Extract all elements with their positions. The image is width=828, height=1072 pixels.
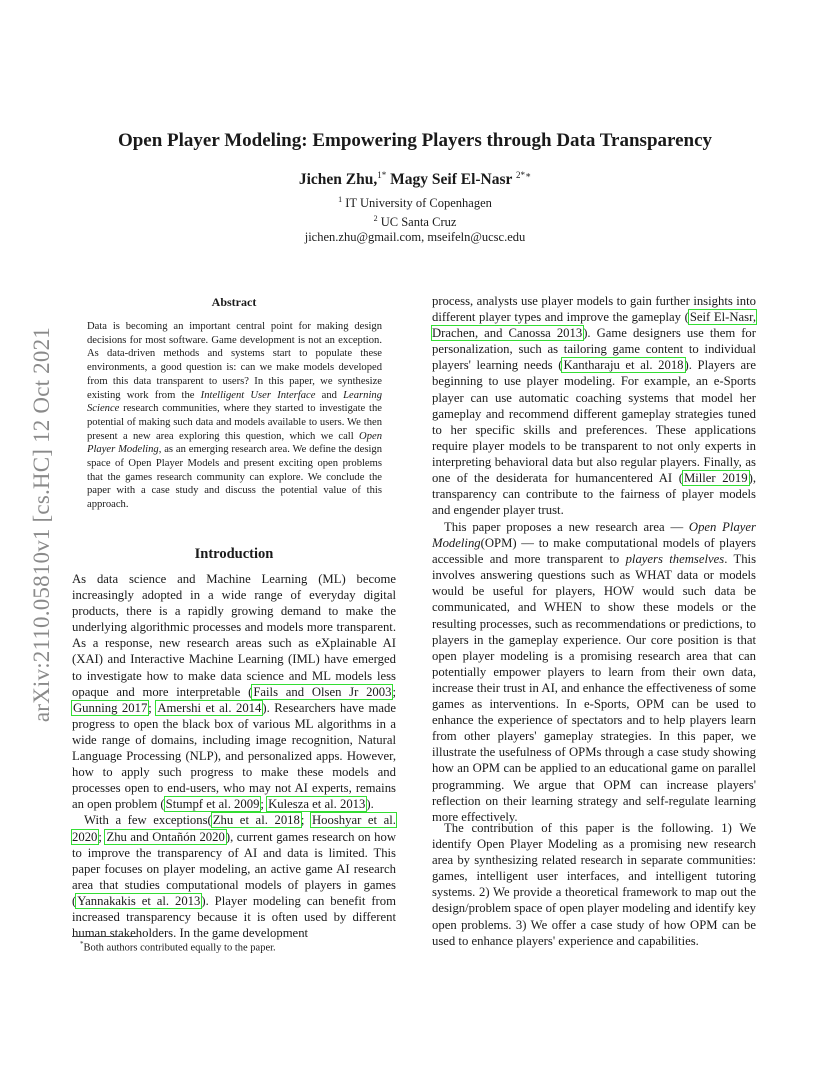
paragraph-text: As data science and Machine Learning (ML) become increasingly adopted in a wide range of everyday digital products, there is a rapidly growing demand to make the underlying algorithmic processes and models more transparent. As a response, new research areas such as eXplainable AI (XAI) and Interactive Machine Learning (IML) have emerged to investigate how to make data science and ML models less opaque and more interpretable ( [72,572,396,699]
author-2: Magy Seif El-Nasr [390,171,513,189]
citation-link[interactable]: Yannakakis et al. 2013 [77,893,201,908]
intro-paragraph-1 [72,571,396,812]
paragraph-text: ). Game designers use them for personalization, such as tailoring game content to individual players' learning needs ( [432,326,757,373]
footnote-marker: * [80,940,84,948]
citation-link[interactable]: Kantharaju et al. 2018 [563,358,684,373]
footnote [80,940,276,954]
citation-link[interactable]: Seif El-Nasr, Drachen, and Canossa 2013 [432,310,756,341]
citation-link[interactable]: Zhu and Ontañón 2020 [106,829,225,844]
paragraph-emphasis: players themselves [625,552,725,567]
affiliation-1-marker: 1 [338,195,343,204]
citation-link[interactable]: Miller 2019 [683,471,748,486]
paragraph-text: With a few exceptions( [84,813,212,828]
affiliations [80,192,750,245]
citation-separator: ; [300,813,311,828]
footnote-rule [72,936,138,937]
paragraph-text: . This involves answering questions such as WHAT data or models would be useful for players, HOW would such data be communicated, and WHEN to show these models or the resulting processes, such as recommendations or predictions, to players in the gameplay experience. Our core position is that open player modeling is a promising research area that can potentially empower players to learn from their own data, increase their trust in AI, and enhance the effectiveness of some games as interventions. In e-Sports, OPM can be used to enhance the experience of spectators and to help players learn from other players' gameplay strategies. In this paper, we illustrate the usefulness of OPMs through a case study showing how an OPM can be applied to an educational game on parallel programming. We argue that OPM can increase players' reflection on their learning strategy and self-regulate learning more effectively. [432,552,757,824]
footnote-text: Both authors contributed equally to the paper. [83,942,276,954]
arxiv-identifier-stamp [22,290,62,760]
right-column-paragraph-2 [432,519,756,825]
abstract-body [87,320,382,512]
citation-link[interactable]: Gunning 2017 [73,700,148,715]
citation-separator: ; [392,684,396,699]
citation-link[interactable]: Hooshyar et al. 2020 [72,813,396,844]
abstract-emphasis: Learning Science [87,389,383,415]
author-2-marker: 2*∗ [516,170,532,180]
paragraph-text: ). [366,797,374,812]
citation-link[interactable]: Amershi et al. 2014 [157,700,262,715]
introduction-heading: Introduction [194,546,274,562]
citation-separator: ; [98,829,106,844]
author-1-marker: 1* [377,170,387,180]
citation-link[interactable]: Zhu et al. 2018 [212,813,300,828]
arxiv-id-text: arXiv:2110.05810v1 [cs.HC] 12 Oct 2021 [29,327,54,723]
abstract-text: Data is becoming an important central point for making design decisions for most software. Game development is not an exception. As data-driven methods and systems start to populate these environments, a good question is: can we make models developed from this data transparent to users? In this paper, we synthesize existing work from the [87,321,382,401]
abstract-text: research communities, where they started to investigate the potential of making such data and models available to users. We then present a new area exploring this question, which we call [87,403,382,442]
citation-link[interactable]: Kulesza et al. 2013 [268,797,366,812]
citation-separator: ; [260,797,268,812]
affiliation-1 [80,192,750,211]
author-line [80,170,750,189]
affiliation-2-marker: 2 [373,214,378,224]
opm-proposal-paragraph [432,519,756,825]
author-1: Jichen Zhu, [298,171,378,189]
affiliation-2-text: UC Santa Cruz [377,215,457,230]
paragraph-text: ). Player modeling can benefit from increased transparency because it is often used by different human stakeholders. In the game development [72,893,396,941]
citation-separator: ; [148,700,157,715]
paragraph-text: This paper proposes a new research area — [444,520,689,534]
citation-link[interactable]: Fails and Olsen Jr 2003 [253,684,392,699]
paragraph-text: process, analysts use player models to gain further insights into different player types and improve the gameplay ( [432,294,756,325]
right-column-paragraph-1 [432,293,756,518]
author-emails: jichen.zhu@gmail.com, mseifeln@ucsc.edu [304,230,526,245]
paper-title: Open Player Modeling: Empowering Players through Data Transparency [117,130,713,151]
paragraph-text: ). Players are beginning to use player modeling. For example, an e-Sports player can use automatic coaching systems that model her gameplay and recommend different gameplay strategies tuned to her specific skills and preferences. These applications require player models to be transparent to not only experts in interpreting behavioral data but also regular players. Finally, as one of the desiderata for humancentered AI ( [432,358,756,486]
abstract-text: , as an emerging research area. We define the design space of Open Player Models and present exciting open problems that the games research community can explore. We conclude the paper with a case study and discuss the potential value of this approach. [87,444,382,511]
intro-paragraph-2 [72,812,396,941]
continued-paragraph [432,293,756,518]
affiliation-2 [80,211,750,230]
abstract-heading: Abstract [211,295,257,309]
paragraph-emphasis: Open Player Modeling [432,520,756,551]
abstract-emphasis: Open Player Modeling [87,430,382,456]
abstract-emphasis: Intelligent User Interface [200,389,316,401]
introduction-body [72,571,396,941]
paragraph-text: ). Researchers have made progress to open the black box of various ML algorithms in a wide range of domains, including image recognition, Natural Language Processing (NLP), and personalized apps. However, how to apply such progress to make these models and processes open to end-users, who may not AI experts, remains an open problem ( [72,700,396,812]
paragraph-text: ), current games research on how to improve the transparency of AI and data is limited. This paper focuses on player modeling, an active game AI research area that studies computational models of players in games ( [72,829,397,908]
affiliation-1-text: IT University of Copenhagen [342,196,492,211]
contribution-paragraph: The contribution of this paper is the following. 1) We identify Open Player Modeling as a promising new research area by synthesizing related research in separate communities: games, intelligent user interfaces, and intelligent tutoring systems. 2) We provide a theoretical framework to map out the design/problem space of open player modeling and identify key open problems. 3) We offer a case study of how OPM can be used to enhance players' experience and capabilities. [432,821,756,948]
citation-link[interactable]: Stumpf et al. 2009 [165,797,260,812]
paragraph-text: ), transparency can contribute to the fairness of player models and engender player trust. [432,471,756,518]
right-column-paragraph-3 [432,820,756,949]
paragraph-text: (OPM) — to make computational models of players accessible and more transparent to [432,536,756,567]
abstract-text: and [315,389,344,401]
